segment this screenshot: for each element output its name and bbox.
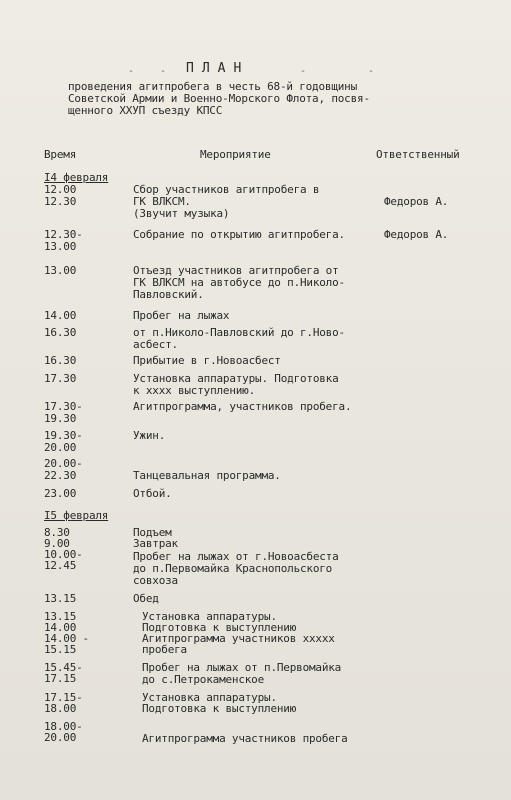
responsible-cell: Федоров А. bbox=[384, 228, 449, 241]
event-cell: Отбой. bbox=[133, 487, 172, 500]
time-cell: 12.30- bbox=[44, 228, 83, 241]
time-cell: 13.00 bbox=[44, 240, 77, 253]
time-cell: 20.00- bbox=[44, 457, 83, 470]
time-cell: 9.00 bbox=[44, 537, 70, 550]
event-cell: к xxxx выступлению. bbox=[133, 384, 256, 397]
header-responsible: Ответственный bbox=[376, 148, 460, 161]
event-cell: Обед bbox=[133, 592, 159, 605]
time-cell: 17.30- bbox=[44, 400, 83, 413]
time-cell: 14.00 - bbox=[44, 632, 89, 645]
event-cell: Танцевальная программа. bbox=[133, 469, 281, 482]
event-cell: Установка аппаратуры. bbox=[142, 691, 277, 704]
time-cell: 20.00 bbox=[44, 441, 77, 454]
responsible-cell: Федоров А. bbox=[384, 195, 449, 208]
day-heading: I4 февраля bbox=[44, 171, 109, 184]
time-cell: 18.00 bbox=[44, 702, 77, 715]
event-cell: Павловский. bbox=[133, 288, 204, 301]
time-cell: 12.45 bbox=[44, 559, 77, 572]
subtitle-line: щенного ХХУП съезду КПСС bbox=[68, 104, 223, 117]
decor-dash: - bbox=[368, 66, 375, 77]
time-cell: 15.15 bbox=[44, 643, 77, 656]
header-time: Время bbox=[44, 148, 77, 161]
time-cell: 17.15- bbox=[44, 691, 83, 704]
time-cell: 13.15 bbox=[44, 610, 77, 623]
event-cell: Подъем bbox=[133, 526, 172, 539]
event-cell: Агитпрограмма участников xxxxx bbox=[142, 632, 335, 645]
event-cell: Собрание по открытию агитпробега. bbox=[133, 228, 345, 241]
time-cell: 14.00 bbox=[44, 309, 77, 322]
event-cell: до п.Первомайка Краснопольского bbox=[133, 562, 333, 575]
event-cell: (Звучит музыка) bbox=[133, 207, 230, 220]
event-cell: Подготовка к выступлению bbox=[142, 702, 297, 715]
event-cell: Пробег на лыжах bbox=[133, 309, 230, 322]
time-cell: 10.00- bbox=[44, 548, 83, 561]
time-cell: 13.00 bbox=[44, 264, 77, 277]
event-cell: Ужин. bbox=[133, 429, 166, 442]
decor-dash: - bbox=[128, 66, 135, 77]
time-cell: 19.30 bbox=[44, 412, 77, 425]
time-cell: 22.30 bbox=[44, 469, 77, 482]
time-cell: 15.45- bbox=[44, 661, 83, 674]
event-cell: пробега bbox=[142, 643, 187, 656]
event-cell: совхоза bbox=[133, 574, 178, 587]
event-cell: от п.Николо-Павловский до г.Ново- bbox=[133, 326, 345, 339]
time-cell: 18.00- bbox=[44, 720, 83, 733]
event-cell: ГК ВЛКСМ. bbox=[133, 195, 191, 208]
time-cell: 12.00 bbox=[44, 183, 77, 196]
event-cell: Пробег на лыжах от п.Первомайка bbox=[142, 661, 342, 674]
event-cell: Прибытие в г.Новоасбест bbox=[133, 354, 281, 367]
event-cell: Подготовка к выступлению bbox=[142, 621, 297, 634]
event-cell: Агитпрограмма, участников пробега. bbox=[133, 400, 352, 413]
event-cell: Агитпрограмма участников пробега bbox=[142, 732, 348, 745]
page-title: ПЛАН bbox=[186, 61, 250, 76]
subtitle-line: проведения агитпробега в честь 68-й годовщины bbox=[68, 80, 358, 93]
time-cell: 16.30 bbox=[44, 354, 77, 367]
event-cell: Пробег на лыжах от г.Новоасбеста bbox=[133, 550, 339, 563]
subtitle-line: Советской Армии и Военно-Морского Флота, посвя- bbox=[68, 92, 370, 105]
event-cell: ГК ВЛКСМ на автобусе до п.Николо- bbox=[133, 276, 345, 289]
event-cell: асбест. bbox=[133, 338, 178, 351]
event-cell: Сбор участников агитпробега в bbox=[133, 183, 320, 196]
event-cell: до с.Петрокаменское bbox=[142, 673, 265, 686]
decor-dash: - bbox=[300, 66, 307, 77]
header-event: Мероприятие bbox=[200, 148, 271, 161]
event-cell: Установка аппаратуры. Подготовка bbox=[133, 372, 339, 385]
time-cell: 17.30 bbox=[44, 372, 77, 385]
time-cell: 13.15 bbox=[44, 592, 77, 605]
time-cell: 23.00 bbox=[44, 487, 77, 500]
time-cell: 17.15 bbox=[44, 672, 77, 685]
time-cell: 12.30 bbox=[44, 195, 77, 208]
event-cell: Завтрак bbox=[133, 537, 178, 550]
time-cell: 14.00 bbox=[44, 621, 77, 634]
event-cell: Установка аппаратуры. bbox=[142, 610, 277, 623]
decor-dash: - bbox=[160, 66, 167, 77]
time-cell: 20.00 bbox=[44, 731, 77, 744]
event-cell: Отъезд участников агитпробега от bbox=[133, 264, 339, 277]
time-cell: 19.30- bbox=[44, 429, 83, 442]
time-cell: 16.30 bbox=[44, 326, 77, 339]
day-heading: I5 февраля bbox=[44, 509, 109, 522]
time-cell: 8.30 bbox=[44, 526, 70, 539]
